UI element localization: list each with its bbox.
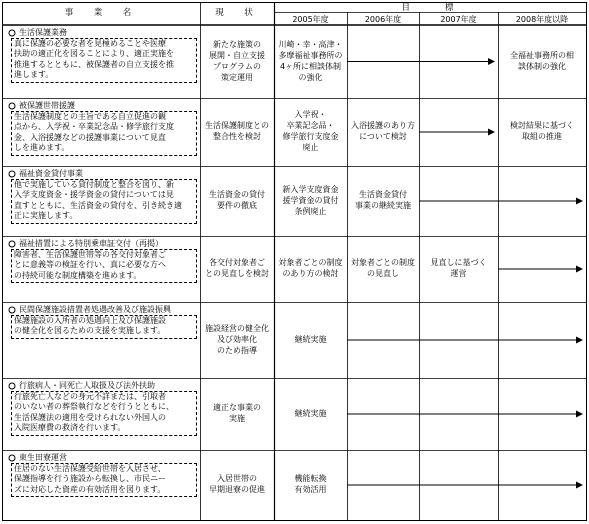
target-cell-line: 全福祉事務所の相	[510, 50, 574, 60]
header-year-2005: 2005年度	[292, 15, 329, 24]
target-cell-line: 新入学支度資金	[282, 184, 339, 194]
project-description-line: 生活保護制度との主旨である自立促進の観	[14, 112, 166, 121]
current-status-line: 要件の徹底	[217, 201, 257, 210]
target-cell-line: 4ヶ所に相談体制	[279, 61, 342, 71]
current-status-line: 及び効率化	[217, 334, 257, 344]
project-title: 福祉資金貸付事業	[19, 169, 83, 178]
target-cell-line: 入浴援護のあり方	[351, 121, 415, 130]
target-cell-line: 多摩福祉事務所の	[278, 50, 343, 60]
current-status-line: 策定運用	[221, 72, 253, 82]
target-cell-line: のあり方の検討	[282, 269, 339, 278]
target-cell-line: 援学資金の貸付	[282, 195, 339, 205]
current-status-line: 適正な事業の	[213, 403, 261, 412]
target-cell-line: について検討	[359, 132, 407, 141]
project-description-line: 障害者、生活保護世帯等の各交付対象者ご	[14, 250, 166, 259]
project-description-line: 点から、入学祝・卒業記念品・修学旅行支度	[14, 122, 174, 132]
current-status-line: 施設経営の健全化	[205, 323, 269, 333]
bullet-circle-icon	[9, 241, 15, 247]
bullet-circle-icon	[9, 30, 15, 36]
project-description-line: 入学支度資金・援学資金の貸付については見	[14, 190, 174, 200]
target-cell-line: 対象者ごとの制度	[351, 258, 415, 267]
project-title: 被保護世帯援護	[19, 101, 75, 110]
project-description-line: 保護施設の入所者の処遇向上及び保護施設	[14, 316, 166, 325]
project-description-line: ズに対応した資産の有効活用を図ります。	[14, 484, 166, 494]
project-title: 行旅病人・同死亡人取扱及び法外扶助	[19, 381, 155, 390]
project-description-line: 住居のない生活保護受給世帯を入居させ、	[14, 464, 166, 473]
timeline-arrow-head-icon	[576, 198, 583, 205]
target-cell-line: 事業の継続実施	[355, 201, 411, 210]
project-description-line: 正に実施します。	[14, 211, 78, 221]
target-cell-line: 運営	[450, 269, 467, 278]
target-cell-line: 卒業記念品・	[286, 121, 335, 130]
target-cell-line: 談体制の強化	[518, 61, 566, 71]
header-year-2006: 2006年度	[364, 15, 402, 24]
timeline-arrow-head-icon	[576, 482, 583, 489]
timeline-arrow-head-icon	[576, 337, 583, 344]
current-status-line: 生活資金の貸付	[209, 190, 265, 199]
project-description-line: 金、入浴援護などの援護事業について見直	[14, 132, 166, 142]
timeline-arrow-head-icon	[576, 266, 583, 273]
project-description-line: 行旅死亡人などの身元不詳または、引取者	[14, 392, 166, 401]
target-cell-line: 生活資金貸付	[359, 190, 407, 199]
target-cell-line: 取組の推進	[522, 132, 562, 141]
project-title: 東生田寮運営	[19, 453, 67, 462]
current-status-line: 整合性を検討	[213, 132, 261, 141]
bullet-circle-icon	[9, 383, 15, 389]
bullet-circle-icon	[9, 103, 15, 109]
plan-table	[2, 2, 587, 521]
bullet-circle-icon	[9, 171, 15, 177]
target-cell-line: 入学祝・	[294, 110, 327, 119]
target-cell-line: 検討結果に基づく	[510, 121, 574, 130]
current-status-line: との見直しを検討	[205, 269, 269, 278]
timeline-arrow-head-icon	[576, 411, 583, 418]
target-cell-line: 条例廃止	[294, 206, 327, 216]
current-status-line: 新たな施策の	[213, 39, 261, 49]
target-cell-line: 有効活用	[294, 485, 327, 494]
project-description-line: の持続可能な制度構築を進めます。	[14, 270, 142, 280]
current-status-line: 各交付対象者ご	[209, 258, 265, 267]
header-target: 目 標	[401, 3, 460, 13]
project-description-line: 生活保護法の適用を受けられない外国人の	[14, 412, 166, 422]
target-cell-line: 川崎・幸・高津・	[278, 39, 343, 49]
current-status-line: プログラムの	[213, 61, 261, 71]
timeline-arrow-head-icon	[488, 129, 495, 136]
project-description-line: しを進めます。	[14, 143, 70, 153]
timeline-arrow-head-icon	[488, 58, 495, 65]
project-description-line: 他で実施している貸付制度と整合を図り、新	[14, 180, 174, 189]
header-year-2007: 2007年度	[440, 15, 477, 24]
target-cell-line: 廃止	[302, 143, 319, 152]
project-description-line: の健全化を図るための支援を実施します。	[14, 326, 166, 336]
target-cell-line: 修学旅行支度金	[282, 132, 339, 141]
header-year-2008: 2008年度以降	[515, 15, 569, 24]
project-title: 福祉措置による特別乗車証交付（再掲）	[19, 239, 163, 248]
target-cell-line: 機能転換	[294, 474, 327, 483]
bullet-circle-icon	[9, 455, 15, 461]
target-cell-line: の強化	[298, 72, 323, 82]
current-status-line: 展開・自立支援	[209, 50, 265, 60]
project-description-line: 推進するとともに、被保護者の自立支援を推	[14, 59, 174, 69]
project-title: 生活保護業務	[19, 28, 67, 37]
project-description-line: 扶助の適正化を図ることにより、適正実施を	[14, 49, 174, 59]
project-description-line: のいない者の葬祭執行などを行うとともに、	[14, 402, 174, 412]
project-description-line: 保護指導を行う施設から転換し、市民ニー	[14, 474, 166, 484]
current-status-line: 入居世帯の	[217, 474, 257, 483]
target-cell-line: の見直し	[367, 269, 399, 278]
header-project-name: 事 業 名	[64, 8, 138, 18]
target-cell-line: 継続実施	[294, 334, 327, 344]
project-description-line: 進します。	[14, 70, 54, 80]
target-cell-line: 対象者ごとの制度	[278, 258, 343, 267]
header-current-status: 現 状	[215, 8, 259, 18]
project-description-line: 入院医療費の救済を行います。	[14, 423, 126, 433]
project-title: 民間保護施設措置者処遇改善及び施設振興	[19, 305, 171, 314]
current-status-line: のため指導	[217, 345, 257, 355]
target-cell-line: 見直しに基づく	[430, 258, 487, 267]
project-description-line: とに意義等の検証を行い、真に必要な方へ	[14, 260, 166, 270]
target-cell-line: 継続実施	[294, 408, 327, 418]
current-status-line: 早期退寮の促進	[209, 485, 265, 494]
project-description-line: 真に保護の必要な者を見極めることや医療	[14, 39, 166, 48]
current-status-line: 生活保護制度との	[205, 121, 269, 130]
project-description-line: 直すとともに、生活資金の貸付を、引き続き適	[14, 200, 182, 210]
current-status-line: 実施	[229, 414, 245, 423]
bullet-circle-icon	[9, 307, 15, 313]
